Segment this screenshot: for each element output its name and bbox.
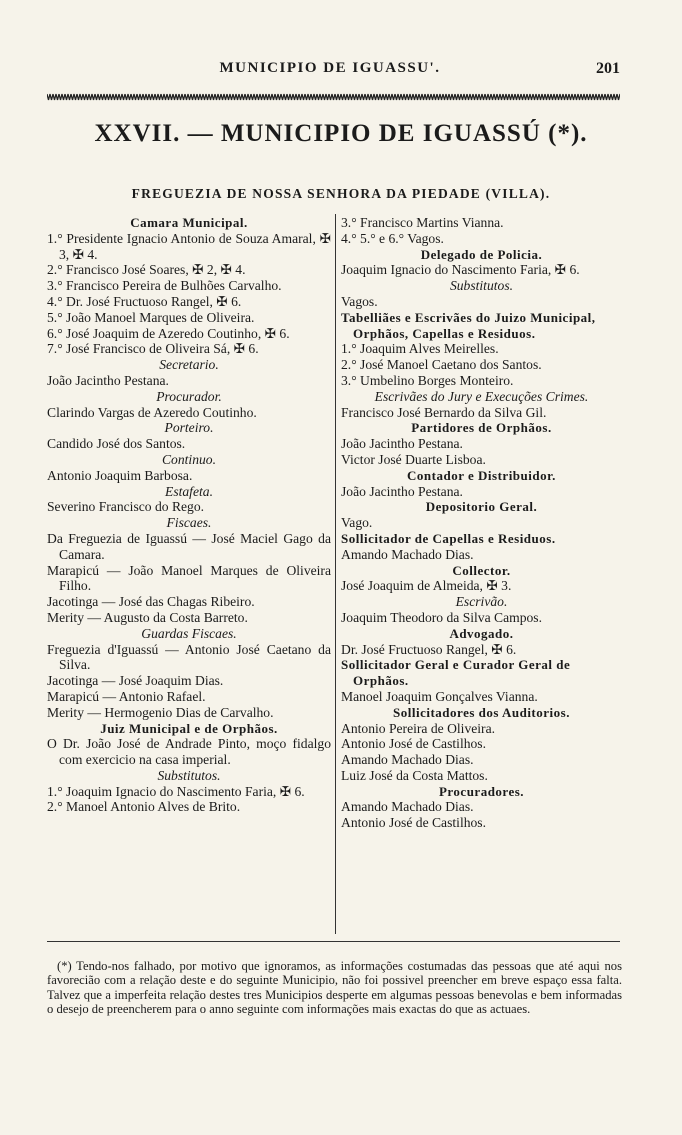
list-entry: 7.° José Francisco de Oliveira Sá, ✠ 6.: [47, 341, 259, 357]
list-entry: José Joaquim de Almeida, ✠ 3.: [341, 578, 512, 594]
chapter-title: XXVII. — MUNICIPIO DE IGUASSÚ (*).: [94, 120, 588, 147]
subheading: Tabelliães e Escrivães do Juizo Municipal, Orphãos, Capellas e Residuos.: [341, 309, 596, 341]
role-title: Escrivão.: [455, 594, 508, 610]
section-heading: FREGUEZIA DE NOSSA SENHORA DA PIEDADE (VILLA).: [131, 186, 551, 201]
list-entry: Joaquim Ignacio do Nascimento Faria, ✠ 6.: [341, 262, 580, 278]
page-number: 201: [596, 60, 620, 77]
list-entry: 4.° 5.° e 6.° Vagos.: [341, 230, 444, 246]
list-entry: Severino Francisco do Rego.: [47, 499, 205, 515]
ornamental-rule: [47, 92, 620, 102]
list-entry: O Dr. João José de Andrade Pinto, moço fidalgo com exercicio na casa imperial.: [47, 736, 331, 768]
list-entry: 2.° José Manoel Caetano dos Santos.: [341, 357, 542, 373]
subheading: Juiz Municipal e de Orphãos.: [100, 720, 278, 736]
list-entry: 3.° Umbelino Borges Monteiro.: [341, 372, 514, 388]
list-entry: Freguezia d'Iguassú — Antonio José Caetano da Silva.: [47, 641, 331, 673]
subheading: Sollicitadores dos Auditorios.: [393, 704, 570, 720]
list-entry: Clarindo Vargas de Azeredo Coutinho.: [47, 404, 257, 420]
subheading: Collector.: [452, 562, 511, 578]
list-entry: Joaquim Theodoro da Silva Campos.: [341, 609, 542, 625]
list-entry: Vago.: [341, 515, 373, 531]
subheading: Delegado de Policia.: [420, 246, 543, 262]
list-entry: Antonio José de Castilhos.: [341, 815, 486, 831]
list-entry: Francisco José Bernardo da Silva Gil.: [341, 404, 547, 420]
list-entry: Amando Machado Dias.: [341, 752, 474, 768]
list-entry: Antonio Joaquim Barbosa.: [47, 467, 193, 483]
list-entry: 6.° José Joaquim de Azeredo Coutinho, ✠ 6.: [47, 325, 290, 341]
list-entry: Victor José Duarte Lisboa.: [341, 451, 486, 467]
list-entry: 2.° Francisco José Soares, ✠ 2, ✠ 4.: [47, 262, 246, 278]
list-entry: Antonio Pereira de Oliveira.: [341, 720, 496, 736]
role-title: Substitutos.: [157, 767, 221, 783]
footnote-rule: [47, 941, 620, 942]
role-title: Fiscaes.: [166, 515, 212, 531]
subheading: Advogado.: [449, 625, 514, 641]
role-title: Porteiro.: [164, 420, 214, 436]
list-entry: Marapicú — Antonio Rafael.: [47, 688, 206, 704]
list-entry: Vagos.: [341, 293, 378, 309]
list-entry: 3.° Francisco Pereira de Bulhões Carvalho.: [47, 278, 282, 294]
subheading: Partidores de Orphãos.: [411, 420, 552, 436]
list-entry: Da Freguezia de Iguassú — José Maciel Gago da Camara.: [47, 530, 331, 562]
subheading: Depositorio Geral.: [425, 499, 538, 515]
role-title: Estafeta.: [165, 483, 213, 499]
list-entry: 2.° Manoel Antonio Alves de Brito.: [47, 799, 241, 815]
list-entry: 1.° Joaquim Ignacio do Nascimento Faria, ✠ 6.: [47, 783, 305, 799]
subheading: Sollicitador de Capellas e Residuos.: [341, 530, 556, 546]
list-entry: João Jacintho Pestana.: [341, 436, 463, 452]
list-entry: 3.° Francisco Martins Vianna.: [341, 215, 504, 230]
list-entry: Merity — Hermogenio Dias de Carvalho.: [47, 704, 274, 720]
subheading: Camara Municipal.: [130, 215, 248, 230]
list-entry: João Jacintho Pestana.: [47, 372, 169, 388]
subheading: Contador e Distribuidor.: [407, 467, 556, 483]
list-entry: Candido José dos Santos.: [47, 436, 186, 452]
role-title: Substitutos.: [449, 278, 514, 294]
subheading: Procuradores.: [438, 783, 525, 799]
list-entry: 1.° Joaquim Alves Meirelles.: [341, 341, 499, 357]
list-entry: Amando Machado Dias.: [341, 799, 474, 815]
subheading: Sollicitador Geral e Curador Geral de Orphãos.: [341, 657, 571, 689]
role-title: Escrivães do Jury e Execuções Crimes.: [374, 388, 589, 404]
right-column: [341, 215, 622, 831]
list-entry: Jacotinga — José das Chagas Ribeiro.: [47, 594, 255, 610]
list-entry: 4.° Dr. José Fructuoso Rangel, ✠ 6.: [47, 293, 242, 309]
list-entry: Jacotinga — José Joaquim Dias.: [47, 673, 224, 689]
footnote: (*) Tendo-nos falhado, por motivo que ignoramos, as informações costumadas das pessoas que até aqui nos favorecião com a relação deste e do seguinte Municipio, não foi possivel preencher em breve espaço essa falta. Talvez que a imperfeita relação destes tres Municipios desperte em algumas pessoas benevolas e bem informadas o desejo de preencherem para o anno seguinte com informações mais exactas do que as actuaes.: [47, 958, 622, 1017]
list-entry: João Jacintho Pestana.: [341, 483, 463, 499]
list-entry: 1.° Presidente Ignacio Antonio de Souza Amaral, ✠ 3, ✠ 4.: [47, 230, 331, 262]
list-entry: Antonio José de Castilhos.: [341, 736, 486, 752]
list-entry: Amando Machado Dias.: [341, 546, 474, 562]
role-title: Procurador.: [156, 388, 222, 404]
list-entry: Marapicú — João Manoel Marques de Oliveira Filho.: [47, 562, 331, 594]
role-title: Secretario.: [159, 357, 219, 373]
column-divider: [335, 214, 336, 934]
running-head-title: MUNICIPIO DE IGUASSU'.: [219, 60, 441, 76]
list-entry: Manoel Joaquim Gonçalves Vianna.: [341, 688, 538, 704]
list-entry: Merity — Augusto da Costa Barreto.: [47, 609, 248, 625]
list-entry: Luiz José da Costa Mattos.: [341, 767, 488, 783]
role-title: Guardas Fiscaes.: [141, 625, 237, 641]
list-entry: 5.° João Manoel Marques de Oliveira.: [47, 309, 255, 325]
list-entry: Dr. José Fructuoso Rangel, ✠ 6.: [341, 641, 517, 657]
left-column: [47, 215, 331, 815]
role-title: Continuo.: [161, 451, 216, 467]
